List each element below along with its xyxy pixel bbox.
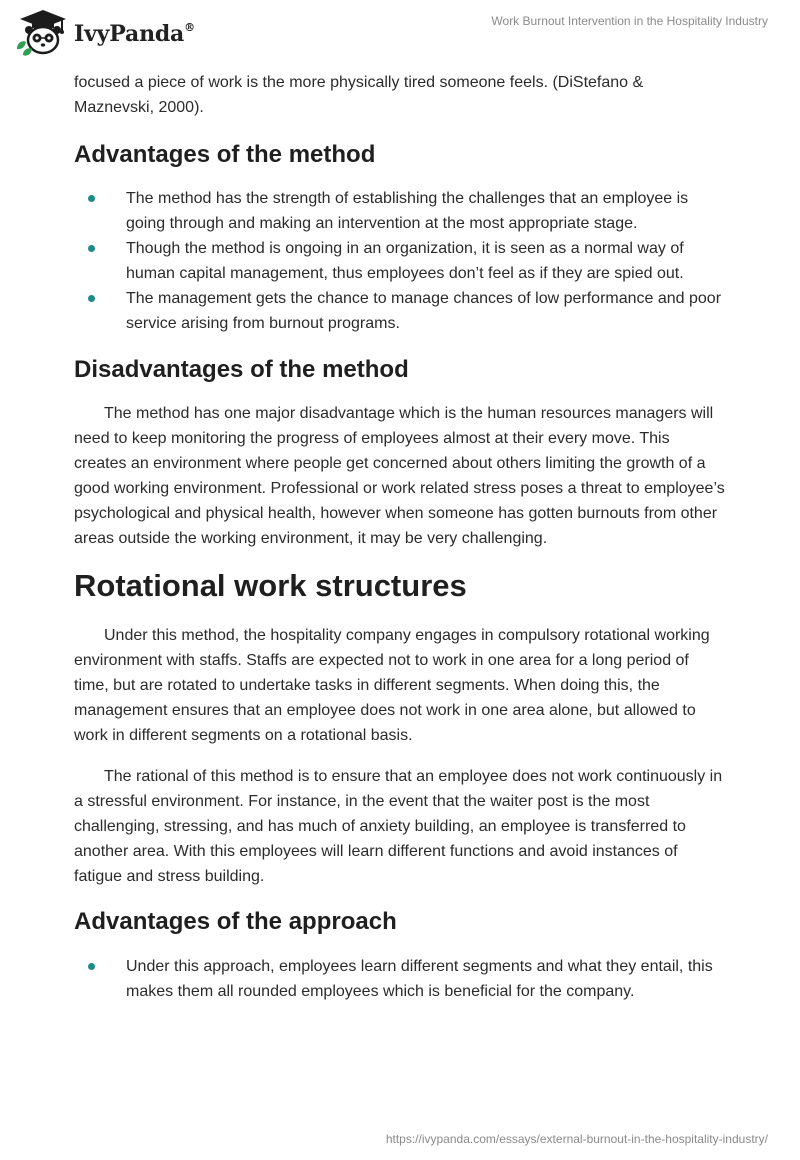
advantages-approach-list	[74, 954, 726, 1004]
ivypanda-logo[interactable]	[14, 9, 244, 59]
list-item: The management gets the chance to manage chances of low performance and poor service arising from burnout programs.	[74, 286, 726, 336]
page-header	[0, 0, 800, 70]
disadvantages-paragraph: The method has one major disadvantage which is the human resources managers will need to keep monitoring the progress of employees almost at their every move. This creates an environment where people get concerned about others limiting the growth of a good working environment. Professional or work related stress poses a threat to employee’s psychological and physical health, however when someone has gotten burnouts from other areas outside the working environment, it may be very challenging.	[74, 405, 725, 547]
source-url-link[interactable]: https://ivypanda.com/essays/external-burnout-in-the-hospitality-industry/	[385, 1132, 768, 1146]
bullet-icon	[88, 245, 95, 252]
brand-name: IvyPanda®	[74, 20, 195, 47]
panda-graduate-icon	[14, 9, 72, 59]
bullet-icon	[88, 963, 95, 970]
list-item: The method has the strength of establishing the challenges that an employee is going through and making an intervention at the most appropriate stage.	[74, 186, 726, 236]
bullet-icon	[88, 295, 95, 302]
heading-rotational-work-structures: Rotational work structures	[74, 568, 467, 603]
heading-advantages-of-approach: Advantages of the approach	[74, 908, 397, 935]
list-item: Under this approach, employees learn different segments and what they entail, this makes them all rounded employees which is beneficial for the company.	[74, 954, 726, 1004]
document-title: Work Burnout Intervention in the Hospitality Industry	[491, 14, 768, 28]
heading-advantages-of-method: Advantages of the method	[74, 141, 376, 168]
list-item: Though the method is ongoing in an organization, it is seen as a normal way of human capital management, thus employees don’t feel as if they are spied out.	[74, 236, 726, 286]
essay-content	[74, 70, 726, 1004]
advantages-method-list	[74, 186, 726, 336]
intro-paragraph: focused a piece of work is the more physically tired someone feels. (DiStefano & Maznevski, 2000).	[74, 74, 644, 116]
registered-mark: ®	[184, 20, 195, 34]
rotational-paragraph-2: The rational of this method is to ensure that an employee does not work continuously in a stressful environment. For instance, in the event that the waiter post is the most challenging, stressing, and has much of anxiety building, an employee is transferred to another area. With this employees will learn different functions and avoid instances of fatigue and stress building.	[74, 768, 723, 885]
heading-disadvantages-of-method: Disadvantages of the method	[74, 356, 409, 383]
rotational-paragraph-1: Under this method, the hospitality company engages in compulsory rotational working environment with staffs. Staffs are expected not to work in one area for a long period of time, but are rotated to undertake tasks in different segments. When doing this, the management ensures that an employee does not work in one area alone, but allowed to work in different segments on a rotational basis.	[74, 627, 710, 744]
bullet-icon	[88, 195, 95, 202]
